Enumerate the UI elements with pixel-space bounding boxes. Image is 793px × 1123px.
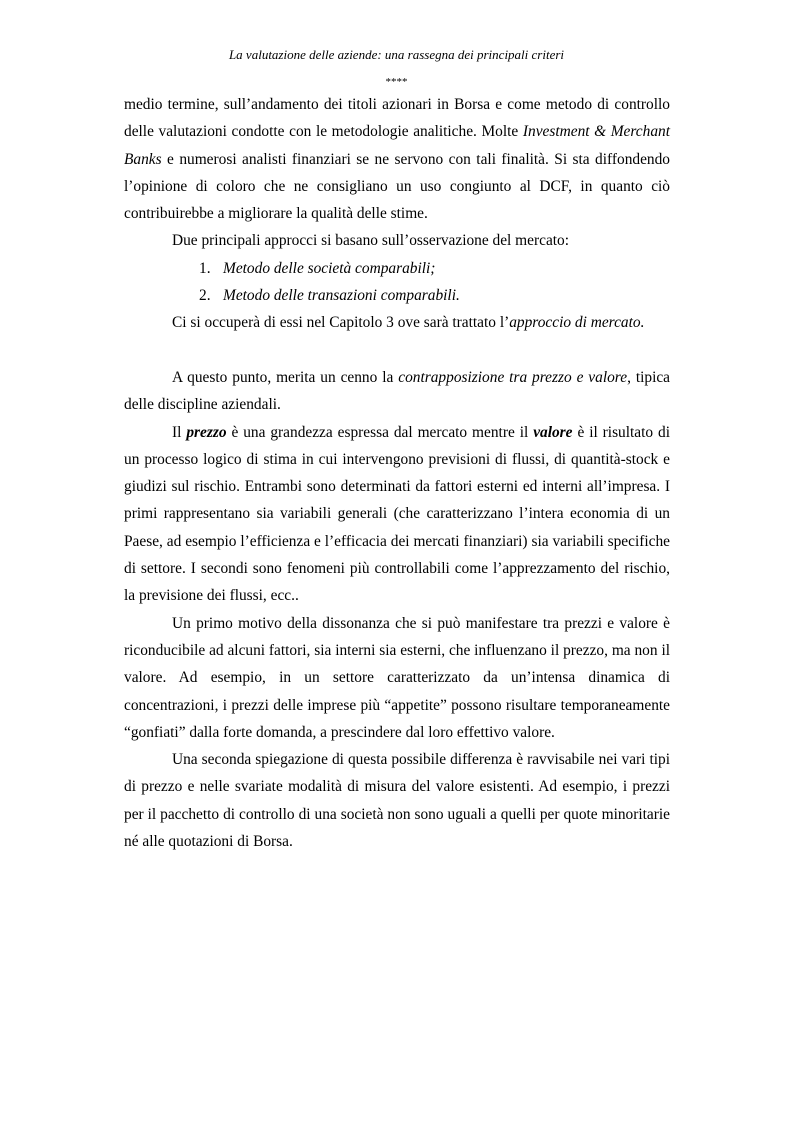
list-item: 2. Metodo delle transazioni comparabili. (199, 287, 460, 305)
emphasis-investment-banks: Investment & Merchant Banks (124, 123, 670, 168)
list-item: 1. Metodo delle società comparabili; (199, 259, 436, 277)
paragraph-1: medio termine, sull’andamento dei titoli azionari in Borsa e come metodo di controllo delle valutazioni condotte con le metodologie analitiche. Molte Investment & Merchant Banks e numerosi analisti finanziari se ne servono con tali finalità. Si sta diffondendo l’opinione di coloro che ne consigliano un uso congiunto al DCF, in quanto ciò contribuirebbe a migliorare la qualità delle stime. (124, 96, 670, 223)
term-prezzo: prezzo (186, 423, 227, 441)
paragraph-6: Un primo motivo della dissonanza che si può manifestare tra prezzi e valore è riconducibile ad alcuni fattori, sia interni sia esterni, che influenzano il prezzo, ma non il valore. Ad esempio, in un settore caratterizzato da un’intensa dinamica di concentrazioni, i prezzi delle imprese più “appetite” possono risultare temporaneamente “gonfiati” dalla forte domanda, a prescindere dal loro effettivo valore. (124, 614, 670, 741)
paragraph-7: Una seconda spiegazione di questa possibile differenza è ravvisabile nei vari tipi di prezzo e nelle svariate modalità di misura del valore esistenti. Ad esempio, i prezzi per il pacchetto di controllo di una società non sono uguali a quelli per quote minoritarie né alle quotazioni di Borsa. (124, 751, 670, 851)
section-separator: **** (385, 76, 408, 88)
running-header: La valutazione delle aziende: una rassegna dei principali criteri (228, 47, 565, 62)
approaches-list (124, 255, 670, 310)
paragraph-2: Due principali approcci si basano sull’osservazione del mercato: (172, 232, 570, 250)
paragraph-4: A questo punto, merita un cenno la contrapposizione tra prezzo e valore, tipica delle discipline aziendali. (124, 368, 671, 414)
paragraph-3: Ci si occuperà di essi nel Capitolo 3 ove sarà trattato l’approccio di mercato. (172, 314, 645, 332)
term-valore: valore (533, 423, 573, 441)
blank-line (124, 337, 670, 364)
page-body (124, 91, 670, 855)
paragraph-5: Il prezzo è una grandezza espressa dal mercato mentre il valore è il risultato di un processo logico di stima in cui intervengono previsioni di flussi, di quantità-stock e giudizi sul rischio. Entrambi sono determinati da fattori esterni ed interni all’impresa. I primi rappresentano sia variabili generali (che caratterizzano l’intera economia di un Paese, ad esempio l’efficienza e l’efficacia dei mercati finanziari) sia variabili specifiche di settore. I secondi sono fenomeni più controllabili come l’apprezzamento del rischio, la previsione dei flussi, ecc.. (124, 423, 671, 605)
